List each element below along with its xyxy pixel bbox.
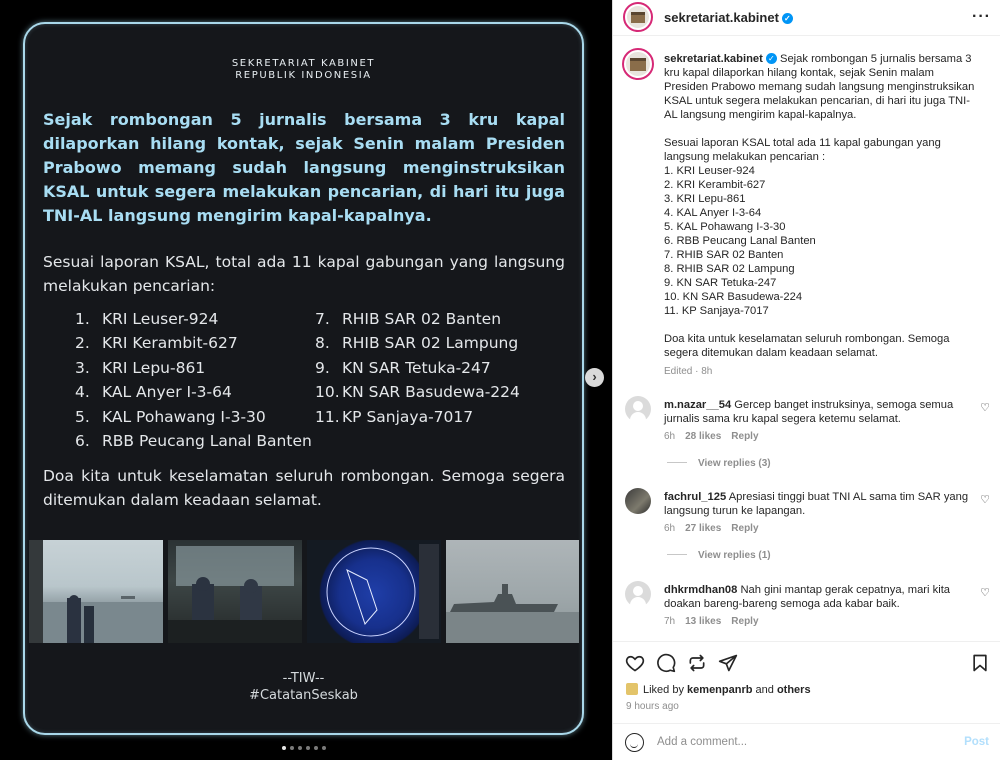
comment-time: 6h (664, 431, 676, 442)
comment-avatar[interactable] (625, 488, 651, 514)
ship-name: RHIB SAR 02 Lampung (342, 334, 519, 353)
caption-paragraph-1: Sejak rombongan 5 jurnalis bersama 3 kru kapal dilaporkan hilang kontak, sejak Senin malam Presiden Prabowo memang sudah langsung menginstruksikan KSAL untuk segera melakukan pencarian, di hari itu juga TNI-AL langsung mengirim kapal-kapalnya. (664, 53, 975, 121)
ship-number: 1. (75, 310, 90, 328)
post-timestamp[interactable]: 9 hours ago (626, 701, 679, 712)
carousel-dot[interactable] (306, 746, 310, 750)
ship-name: KN SAR Tetuka-247 (342, 358, 491, 377)
heart-icon[interactable]: ♡ (980, 402, 990, 414)
caption-avatar[interactable] (622, 48, 654, 80)
liked-by-and: and (755, 684, 774, 696)
photo-sailors-on-deck (29, 540, 163, 643)
ship-number: 7. (315, 310, 330, 328)
comment-body: Gercep banget instruksinya, semoga semua jurnalis sama kru kapal segera ketemu selamat. (664, 399, 954, 425)
comment-time: 6h (664, 523, 676, 534)
caption-ship-list (664, 164, 979, 318)
ship-list-item (75, 331, 312, 355)
ship-number: 2. (75, 334, 90, 353)
ship-list-item (315, 307, 520, 331)
carousel-dot[interactable] (282, 746, 286, 750)
kemenpanrb-avatar-icon[interactable] (626, 683, 638, 695)
caption-list-item: 10. KN SAR Basudewa-224 (664, 291, 803, 303)
ship-list-item (315, 380, 520, 404)
signature: --TIW-- (282, 671, 325, 686)
photo-warship-at-sea (446, 540, 579, 643)
hashtag: #CatatanSeskab (249, 688, 358, 703)
heart-icon[interactable]: ♡ (980, 494, 990, 506)
header-username-text[interactable]: sekretariat.kabinet (664, 10, 779, 25)
comment-meta (664, 523, 759, 534)
reply-button[interactable]: Reply (731, 431, 759, 442)
caption-list-item: 8. RHIB SAR 02 Lampung (664, 263, 795, 275)
heart-icon[interactable]: ♡ (980, 587, 990, 599)
ship-name: KRI Leuser-924 (102, 310, 219, 328)
more-options-icon[interactable]: ··· (972, 8, 991, 25)
reply-button[interactable]: Reply (731, 523, 759, 534)
brand-line-1: SEKRETARIAT KABINET (231, 58, 376, 69)
view-replies-button[interactable]: View replies (3) (667, 458, 771, 469)
comment-username[interactable]: fachrul_125 (664, 491, 727, 503)
comment-time: 7h (664, 616, 676, 627)
comment-text (664, 583, 974, 611)
add-comment-bar (613, 723, 1000, 760)
post-comment-button[interactable]: Post (964, 736, 989, 748)
reply-button[interactable]: Reply (731, 616, 759, 627)
ship-list-item (75, 380, 312, 404)
ship-list-column-2 (315, 307, 520, 429)
photo-warship-illustration (446, 540, 579, 643)
ship-list-item (75, 429, 312, 453)
ship-name: KAL Pohawang I-3-30 (102, 407, 266, 426)
photo-strip (29, 540, 579, 643)
chevron-right-icon[interactable]: › (585, 368, 604, 387)
ship-list-item (75, 307, 312, 331)
comment-username[interactable]: dhkrmdhan08 (664, 584, 738, 596)
comment-body: Nah gini mantap gerak cepatnya, mari kita doakan bareng-bareng semoga ada kabar baik. (664, 584, 951, 610)
photo-radar-screen (307, 540, 441, 643)
avatar[interactable] (623, 2, 653, 32)
liked-by-line (626, 683, 811, 696)
carousel-dot[interactable] (290, 746, 294, 750)
ship-list-item (315, 331, 520, 355)
carousel-dots (282, 746, 326, 752)
comment-body: Apresiasi tinggi buat TNI AL sama tim SAR yang langsung turun ke lapangan. (664, 491, 969, 517)
ship-number: 9. (315, 358, 330, 377)
caption-list-item: 9. KN SAR Tetuka-247 (664, 277, 777, 289)
ship-number: 11. (315, 407, 340, 426)
ship-list (75, 307, 555, 457)
ship-list-item (75, 356, 312, 380)
ship-number: 8. (315, 334, 330, 353)
ship-number: 5. (75, 407, 90, 426)
ship-list-column-1 (75, 307, 312, 453)
brand-line-2: REPUBLIK INDONESIA (235, 70, 372, 81)
caption-text (664, 52, 979, 379)
ship-name: KRI Lepu-861 (102, 358, 206, 377)
bookmark-icon[interactable] (970, 653, 990, 673)
view-replies-button[interactable]: View replies (1) (667, 550, 771, 561)
verified-icon: ✓ (766, 53, 777, 64)
comment-bubble-icon[interactable] (656, 653, 676, 673)
photo-bridge-illustration (168, 540, 302, 643)
comment-avatar[interactable] (625, 581, 651, 607)
carousel-dot[interactable] (322, 746, 326, 750)
intro-paragraph: Sesuai laporan KSAL, total ada 11 kapal gabungan yang langsung melakukan pencarian: (43, 253, 565, 295)
ship-name: KN SAR Basudewa-224 (342, 383, 520, 402)
carousel-dot[interactable] (314, 746, 318, 750)
ship-list-item (75, 405, 312, 429)
caption-list-item: 4. KAL Anyer I-3-64 (664, 207, 762, 219)
ship-list-item (315, 356, 520, 380)
ship-number: 3. (75, 358, 90, 377)
ship-name: KAL Anyer I-3-64 (102, 383, 232, 402)
comment-meta (664, 431, 759, 442)
liked-by-user[interactable]: kemenpanrb (687, 684, 753, 696)
comment-username[interactable]: m.nazar__54 (664, 399, 732, 411)
caption-list-item: 1. KRI Leuser-924 (664, 165, 755, 177)
comment-meta (664, 616, 759, 627)
post-sidebar (612, 0, 1000, 760)
post-image-card (23, 22, 584, 735)
post-header (613, 0, 1000, 36)
caption-paragraph-2: Sesuai laporan KSAL total ada 11 kapal gabungan yang langsung melakukan pencarian : (664, 137, 941, 163)
caption-username[interactable]: sekretariat.kabinet (664, 53, 763, 65)
comment-likes[interactable]: 27 likes (685, 523, 722, 534)
edited-label: Edited · 8h (664, 366, 713, 377)
action-bar (613, 641, 1000, 681)
photo-radar-illustration (307, 540, 441, 643)
comment-text (664, 490, 974, 518)
caption-list-item: 7. RHIB SAR 02 Banten (664, 249, 784, 261)
caption-list-item: 3. KRI Lepu-861 (664, 193, 746, 205)
photo-ship-bridge (168, 540, 302, 643)
comment-likes[interactable]: 13 likes (685, 616, 722, 627)
brand-header (25, 58, 582, 82)
caption-list-item: 6. RBB Peucang Lanal Banten (664, 235, 816, 247)
ship-number: 10. (315, 383, 340, 402)
comment-likes[interactable]: 28 likes (685, 431, 722, 442)
share-send-icon[interactable] (718, 653, 738, 673)
caption-paragraph-3: Doa kita untuk keselamatan seluruh rombongan. Semoga segera ditemukan dalam keadaan selamat. (664, 333, 950, 359)
lead-paragraph: Sejak rombongan 5 jurnalis bersama 3 kru kapal dilaporkan hilang kontak, sejak Senin malam Presiden Prabowo memang sudah langsung menginstruksikan KSAL untuk segera melakukan pencarian, di hari itu juga TNI-AL langsung mengirim kapal-kapalnya. (43, 110, 565, 225)
liked-by-prefix: Liked by (643, 684, 684, 696)
caption-list-item: 2. KRI Kerambit-627 (664, 179, 766, 191)
prayer-paragraph: Doa kita untuk keselamatan seluruh rombongan. Semoga segera ditemukan dalam keadaan selamat. (43, 467, 565, 509)
ship-list-item (315, 405, 520, 429)
caption-list-item: 5. KAL Pohawang I-3-30 (664, 221, 786, 233)
ship-number: 6. (75, 432, 90, 451)
repost-icon[interactable] (687, 653, 707, 673)
comment-text (664, 398, 974, 426)
carousel-dot[interactable] (298, 746, 302, 750)
photo-sailors-illustration (29, 540, 163, 643)
like-heart-icon[interactable] (625, 653, 645, 673)
comment-avatar[interactable] (625, 396, 651, 422)
liked-by-others[interactable]: others (776, 684, 811, 696)
ship-name: KRI Kerambit-627 (102, 334, 238, 353)
verified-icon: ✓ (782, 13, 793, 24)
caption-list-item: 11. KP Sanjaya-7017 (664, 305, 769, 317)
comment-input[interactable] (657, 733, 937, 751)
emoji-icon[interactable] (625, 733, 644, 752)
ship-name: KP Sanjaya-7017 (342, 407, 474, 426)
ship-number: 4. (75, 383, 90, 402)
header-username[interactable] (664, 10, 793, 25)
ship-name: RHIB SAR 02 Banten (342, 310, 502, 328)
ship-name: RBB Peucang Lanal Banten (102, 432, 312, 451)
